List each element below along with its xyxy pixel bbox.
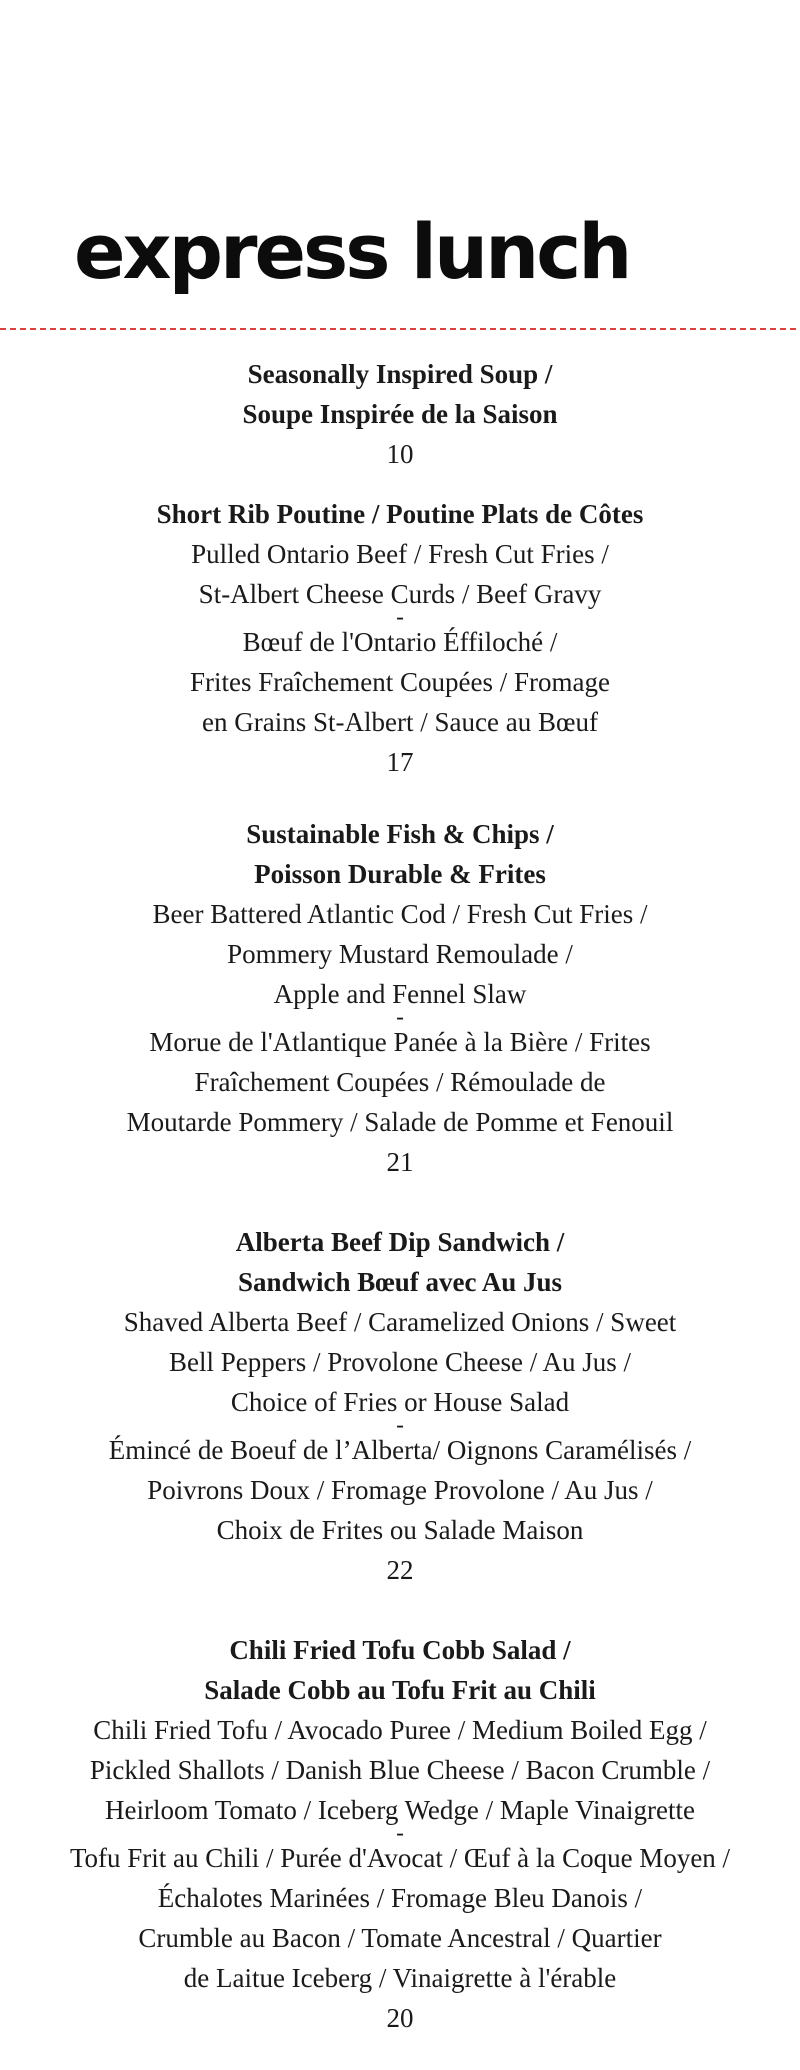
item-description-french: Moutarde Pommery / Salade de Pomme et Fenouil: [126, 1107, 674, 1137]
item-description-english: Shaved Alberta Beef / Caramelized Onions / Sweet: [123, 1307, 677, 1337]
dashed-divider: [0, 328, 796, 330]
item-description-english: Pulled Ontario Beef / Fresh Cut Fries /: [191, 539, 609, 569]
item-description-french: Échalotes Marinées / Fromage Bleu Danois /: [157, 1883, 643, 1913]
language-separator: -: [395, 603, 405, 631]
item-description-french: Bœuf de l'Ontario Éffiloché /: [242, 627, 558, 657]
item-description-english: Chili Fried Tofu / Avocado Puree / Medium Boiled Egg /: [93, 1715, 707, 1745]
item-description-english: Heirloom Tomato / Iceberg Wedge / Maple Vinaigrette: [105, 1795, 695, 1825]
language-separator: -: [395, 1819, 405, 1847]
item-name: Salade Cobb au Tofu Frit au Chili: [204, 1675, 596, 1705]
menu-item: [0, 1222, 800, 1590]
item-price: 17: [386, 747, 414, 777]
item-name: Soupe Inspirée de la Saison: [242, 399, 558, 429]
menu-item: [0, 354, 800, 474]
item-price: 20: [386, 2003, 414, 2033]
menu-item: [0, 1630, 800, 2038]
item-description-english: Pickled Shallots / Danish Blue Cheese / Bacon Crumble /: [89, 1755, 711, 1785]
language-separator: -: [395, 1003, 405, 1031]
item-description-french: Frites Fraîchement Coupées / Fromage: [190, 667, 610, 697]
item-name: Sustainable Fish & Chips /: [246, 819, 554, 849]
page-title: express lunch: [74, 207, 630, 296]
item-description-english: St-Albert Cheese Curds / Beef Gravy: [198, 579, 602, 609]
item-price: 21: [386, 1147, 414, 1177]
item-description-french: en Grains St-Albert / Sauce au Bœuf: [202, 707, 598, 737]
item-description-french: Tofu Frit au Chili / Purée d'Avocat / Œuf à la Coque Moyen /: [69, 1843, 731, 1873]
item-description-english: Bell Peppers / Provolone Cheese / Au Jus /: [169, 1347, 631, 1377]
item-name: Poisson Durable & Frites: [254, 859, 546, 889]
item-name: Chili Fried Tofu Cobb Salad /: [229, 1635, 571, 1665]
item-name: Seasonally Inspired Soup /: [247, 359, 553, 389]
item-name: Sandwich Bœuf avec Au Jus: [237, 1267, 563, 1297]
menu-item: [0, 814, 800, 1182]
item-name: Alberta Beef Dip Sandwich /: [235, 1227, 565, 1257]
item-price: 22: [386, 1555, 414, 1585]
item-description-french: Choix de Frites ou Salade Maison: [216, 1515, 584, 1545]
item-description-french: Fraîchement Coupées / Rémoulade de: [194, 1067, 606, 1097]
menu-item: [0, 494, 800, 782]
item-description-english: Apple and Fennel Slaw: [273, 979, 527, 1009]
language-separator: -: [395, 1411, 405, 1439]
item-description-french: Émincé de Boeuf de l’Alberta/ Oignons Caramélisés /: [108, 1435, 692, 1465]
item-description-english: Beer Battered Atlantic Cod / Fresh Cut Fries /: [152, 899, 648, 929]
item-description-french: Morue de l'Atlantique Panée à la Bière / Frites: [149, 1027, 651, 1057]
item-description-english: Pommery Mustard Remoulade /: [227, 939, 573, 969]
item-price: 10: [386, 439, 414, 469]
item-description-english: Choice of Fries or House Salad: [230, 1387, 570, 1417]
item-description-french: Crumble au Bacon / Tomate Ancestral / Quartier: [138, 1923, 662, 1953]
item-name: Short Rib Poutine / Poutine Plats de Côtes: [156, 499, 644, 529]
item-description-french: Poivrons Doux / Fromage Provolone / Au Jus /: [147, 1475, 653, 1505]
item-description-french: de Laitue Iceberg / Vinaigrette à l'érable: [183, 1963, 617, 1993]
